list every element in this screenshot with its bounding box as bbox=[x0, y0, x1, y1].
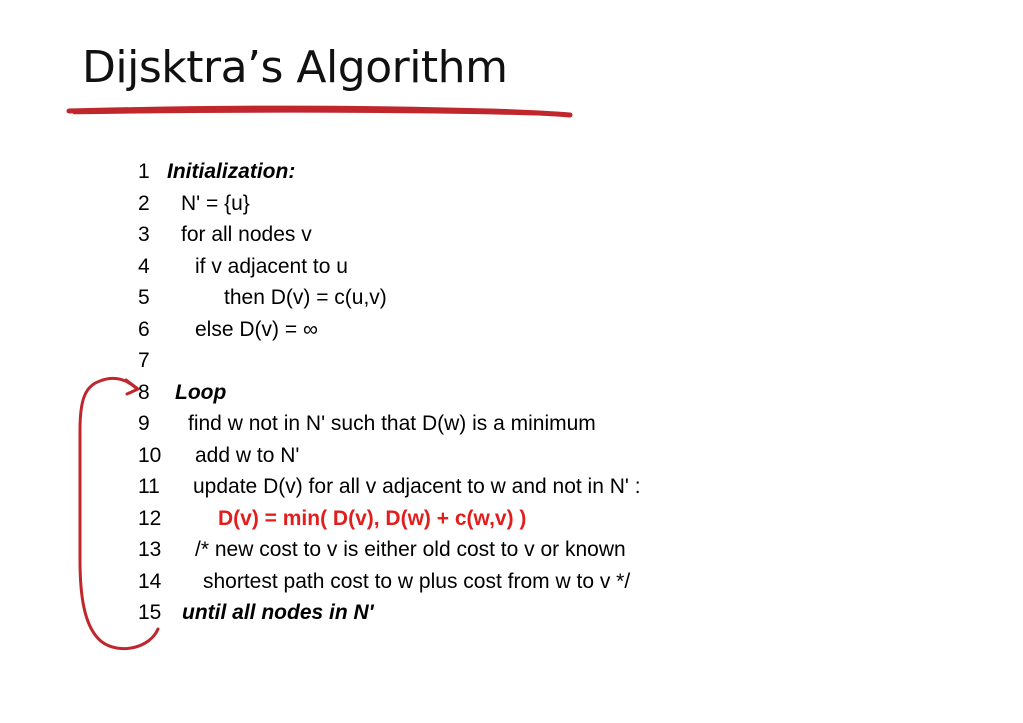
line-text: N' = {u} bbox=[181, 191, 250, 215]
code-line-5 bbox=[138, 282, 387, 314]
line-text: then D(v) = c(u,v) bbox=[224, 286, 387, 309]
line-text-loop: Loop bbox=[175, 380, 227, 404]
line-number: 7 bbox=[138, 349, 150, 372]
line-number: 9 bbox=[138, 412, 150, 435]
line-text: if v adjacent to u bbox=[195, 254, 348, 278]
line-number: 10 bbox=[138, 443, 162, 467]
line-text: for all nodes v bbox=[181, 223, 312, 246]
line-text-comment: /* new cost to v is either old cost to v or known bbox=[195, 538, 626, 561]
line-text: else D(v) = ∞ bbox=[195, 317, 318, 341]
line-number: 8 bbox=[138, 380, 150, 404]
line-number: 5 bbox=[138, 286, 150, 309]
line-text: find w not in N' such that D(w) is a minimum bbox=[188, 412, 596, 435]
line-number: 11 bbox=[138, 475, 160, 498]
line-number: 12 bbox=[138, 506, 162, 530]
line-number: 14 bbox=[138, 569, 162, 593]
line-text-comment: shortest path cost to w plus cost from w to v */ bbox=[203, 569, 631, 593]
line-number: 13 bbox=[138, 538, 162, 561]
line-number: 2 bbox=[138, 191, 150, 215]
line-text: update D(v) for all v adjacent to w and not in N' : bbox=[193, 475, 641, 498]
line-number: 15 bbox=[138, 601, 162, 624]
line-number: 4 bbox=[138, 254, 150, 278]
slide-title: Dijsktra’s Algorithm bbox=[82, 42, 508, 93]
line-number: 3 bbox=[138, 223, 150, 246]
line-text: add w to N' bbox=[195, 443, 300, 467]
title-underline bbox=[66, 103, 574, 121]
line-number: 1 bbox=[138, 160, 150, 183]
code-line-1 bbox=[138, 156, 296, 188]
curved-loop-arrow-icon bbox=[70, 370, 170, 660]
line-text-initialization: Initialization: bbox=[167, 160, 296, 183]
code-line-2 bbox=[138, 188, 250, 220]
line-text-until: until all nodes in N' bbox=[182, 601, 374, 624]
code-line-3 bbox=[138, 219, 312, 251]
line-text-min-update: D(v) = min( D(v), D(w) + c(w,v) ) bbox=[218, 506, 527, 530]
code-line-4 bbox=[138, 251, 348, 283]
code-line-6 bbox=[138, 314, 318, 346]
line-number: 6 bbox=[138, 317, 150, 341]
